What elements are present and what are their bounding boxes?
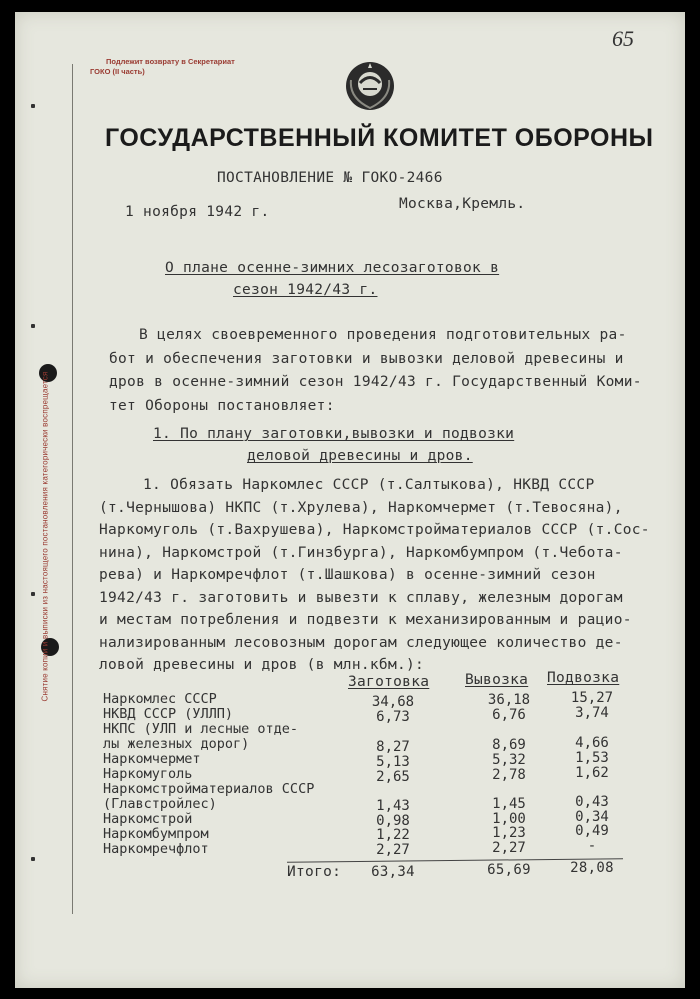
item1-line: и местам потребления и подвезти к механизированным и рацио- xyxy=(99,612,632,628)
cell-pod: 1,62 xyxy=(575,765,609,781)
cell-zag: 34,68 xyxy=(371,694,415,710)
cell-pod: 3,74 xyxy=(575,705,609,721)
cell-vyv: 5,32 xyxy=(492,752,526,768)
cell-vyv: 2,27 xyxy=(492,840,526,856)
item1-line: нализированным лесовозным дорогам следующее количество де- xyxy=(99,634,623,651)
cell-zag: 5,13 xyxy=(376,754,410,770)
table-org-labels xyxy=(103,692,314,857)
cell-vyv: 2,78 xyxy=(492,767,526,783)
cell-pod: 15,27 xyxy=(570,690,614,706)
cell-pod: 1,53 xyxy=(575,750,609,766)
org-label: НКВД СССР (УЛЛП) xyxy=(103,706,234,722)
cell-zag: 2,65 xyxy=(376,769,410,785)
margin-tick xyxy=(31,857,35,861)
cell-vyv: 1,23 xyxy=(492,825,526,841)
ussr-emblem-icon xyxy=(343,58,397,112)
item1-paragraph xyxy=(99,474,650,677)
cell-pod: 4,66 xyxy=(575,735,609,751)
org-label: Наркомстрой xyxy=(103,811,193,827)
total-vyv: 65,69 xyxy=(487,862,531,878)
document-page xyxy=(15,12,685,988)
cell-vyv: 1,45 xyxy=(492,796,526,812)
decree-date: 1 ноября 1942 г. xyxy=(125,204,270,220)
committee-name: ГОСУДАРСТВЕННЫЙ КОМИТЕТ ОБОРОНЫ xyxy=(105,124,654,152)
total-label: Итого: xyxy=(287,864,342,880)
org-label: (Главстройлес) xyxy=(103,796,217,812)
return-note-line1: Подлежит возврату в Секретариат xyxy=(106,57,235,66)
cell-vyv: 1,00 xyxy=(492,811,526,827)
org-label: Наркомлес СССР xyxy=(103,691,217,707)
cell-zag: 6,73 xyxy=(376,709,410,725)
item1-line: 1. Обязать Наркомлес СССР (т.Салтыкова), НКВД СССР xyxy=(143,477,595,493)
copy-prohibited-note: Снятие копии и выписки из настоящего постановления категорически воспрещается xyxy=(40,371,50,702)
item1-line: (т.Чернышова) НКПС (т.Хрулева), Наркомчермет (т.Тевосяна), xyxy=(99,499,623,516)
cell-zag: 1,22 xyxy=(376,827,410,843)
cell-pod: 0,43 xyxy=(575,794,609,810)
cell-zag: 2,27 xyxy=(376,842,410,858)
cell-vyv: 8,69 xyxy=(492,737,526,753)
page-number: 65 xyxy=(612,26,634,51)
cell-pod: 0,49 xyxy=(575,823,609,839)
cell-pod: - xyxy=(587,838,597,854)
org-label: Наркомчермет xyxy=(103,751,201,767)
section-heading-line2: деловой древесины и дров. xyxy=(247,448,473,464)
col-header-vyvozka: Вывозка xyxy=(465,672,529,688)
margin-line xyxy=(72,64,73,914)
org-label: Наркомречфлот xyxy=(103,841,209,857)
preamble xyxy=(109,324,642,418)
document-title-line2: сезон 1942/43 г. xyxy=(233,282,378,298)
org-label: Наркомуголь xyxy=(103,766,193,782)
item1-line: ловой древесины и дров (в млн.кбм.): xyxy=(99,657,425,673)
decree-number: ПОСТАНОВЛЕНИЕ № ГОКО-2466 xyxy=(217,170,443,186)
cell-zag: 0,98 xyxy=(376,813,410,829)
item1-line: нина), Наркомстрой (т.Гинзбурга), Наркомбумпром (т.Чебота- xyxy=(99,544,623,561)
return-note-line2: ГОКО (II часть) xyxy=(90,67,145,76)
document-title-line1: О плане осенне-зимних лесозаготовок в xyxy=(165,260,500,276)
org-label: НКПС (УЛП и лесные отде- xyxy=(103,721,299,737)
preamble-line: В целях своевременного проведения подготовительных ра- xyxy=(139,327,627,343)
cell-vyv: 36,18 xyxy=(487,692,531,708)
cell-zag: 8,27 xyxy=(376,739,410,755)
col-header-podvozka: Подвозка xyxy=(547,670,620,686)
org-label: Наркомстройматериалов СССР xyxy=(103,781,315,797)
section-heading-line1: 1. По плану заготовки,вывозки и подвозки xyxy=(153,426,515,442)
margin-tick xyxy=(31,324,35,328)
preamble-line: тет Обороны постановляет: xyxy=(109,397,335,414)
item1-line: 1942/43 г. заготовить и вывезти к сплаву, железным дорогам xyxy=(99,589,623,606)
total-pod: 28,08 xyxy=(570,860,614,876)
item1-line: Наркомуголь (т.Вахрушева), Наркомстройматериалов СССР (т.Сос- xyxy=(99,522,650,538)
org-label: лы железных дорог) xyxy=(103,736,250,752)
margin-tick xyxy=(31,104,35,108)
cell-vyv: 6,76 xyxy=(492,707,526,723)
cell-pod: 0,34 xyxy=(575,809,609,825)
item1-line: рева) и Наркомречфлот (т.Шашкова) в осенне-зимний сезон xyxy=(99,567,596,583)
margin-tick xyxy=(31,592,35,596)
col-header-zagotovka: Заготовка xyxy=(348,674,430,690)
cell-zag: 1,43 xyxy=(376,798,410,814)
total-zag: 63,34 xyxy=(371,864,415,880)
return-note xyxy=(90,57,235,77)
preamble-line: бот и обеспечения заготовки и вывозки деловой древесины и xyxy=(109,350,624,367)
preamble-line: дров в осенне-зимний сезон 1942/43 г. Государственный Коми- xyxy=(109,374,642,390)
decree-place: Москва,Кремль. xyxy=(399,196,526,212)
org-label: Наркомбумпром xyxy=(103,826,209,842)
